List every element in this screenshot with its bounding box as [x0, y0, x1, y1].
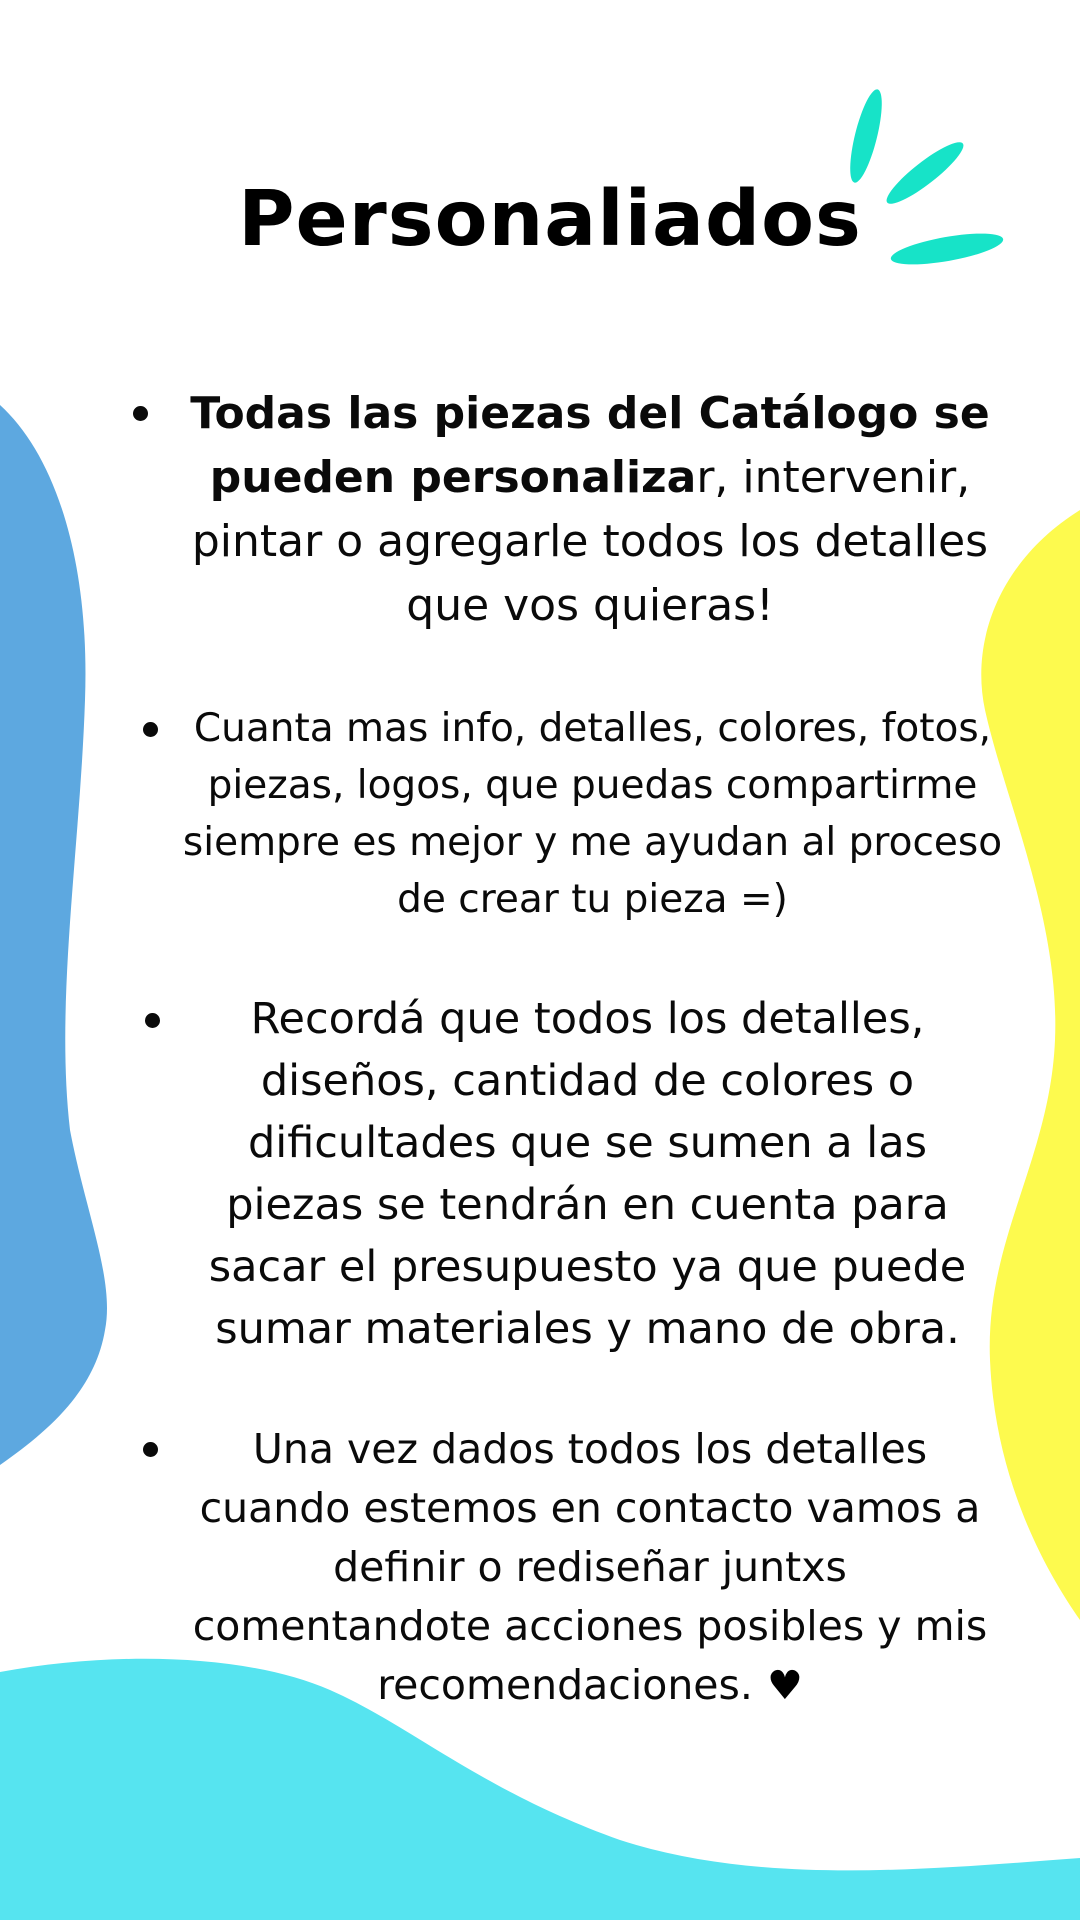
bullet-dot-2: [143, 722, 158, 737]
bullet-dot-1: [133, 406, 148, 421]
left-blue-blob: [0, 405, 107, 1465]
bullet-item-contact: [190, 1420, 990, 1716]
bullet-text: r, intervenir, pintar o agregarle todos los detalles que vos quieras!: [191, 452, 989, 631]
bullet-item-info: [175, 700, 1010, 928]
heart-icon: ♥: [766, 1663, 803, 1709]
right-yellow-blob: [981, 510, 1080, 1620]
bullet-dot-4: [143, 1442, 158, 1457]
bullet-text: Cuanta mas info, detalles, colores, fotos, piezas, logos, que puedas compartirme siempre es mejor y me ayudan al proceso de crear tu pieza =): [182, 706, 1003, 922]
bullet-text: Una vez dados todos los detalles cuando estemos en contacto vamos a definir o rediseñar juntxs comentandote acciones posibles y mis recomendaciones.: [192, 1425, 988, 1709]
bullet-item-budget: [180, 988, 995, 1360]
bullet-item-personalize: [160, 382, 1020, 638]
bullet-dot-3: [145, 1013, 160, 1028]
bullet-bold-text: Todas las piezas del Catálogo se pueden personaliza: [190, 388, 990, 503]
bullet-text: Recordá que todos los detalles, diseños, cantidad de colores o dificultades que se sumen a las piezas se tendrán en cuenta para sacar el presupuesto ya que puede sumar materiales y mano de obra.: [208, 994, 967, 1354]
page-title: Personaliados: [238, 175, 862, 264]
